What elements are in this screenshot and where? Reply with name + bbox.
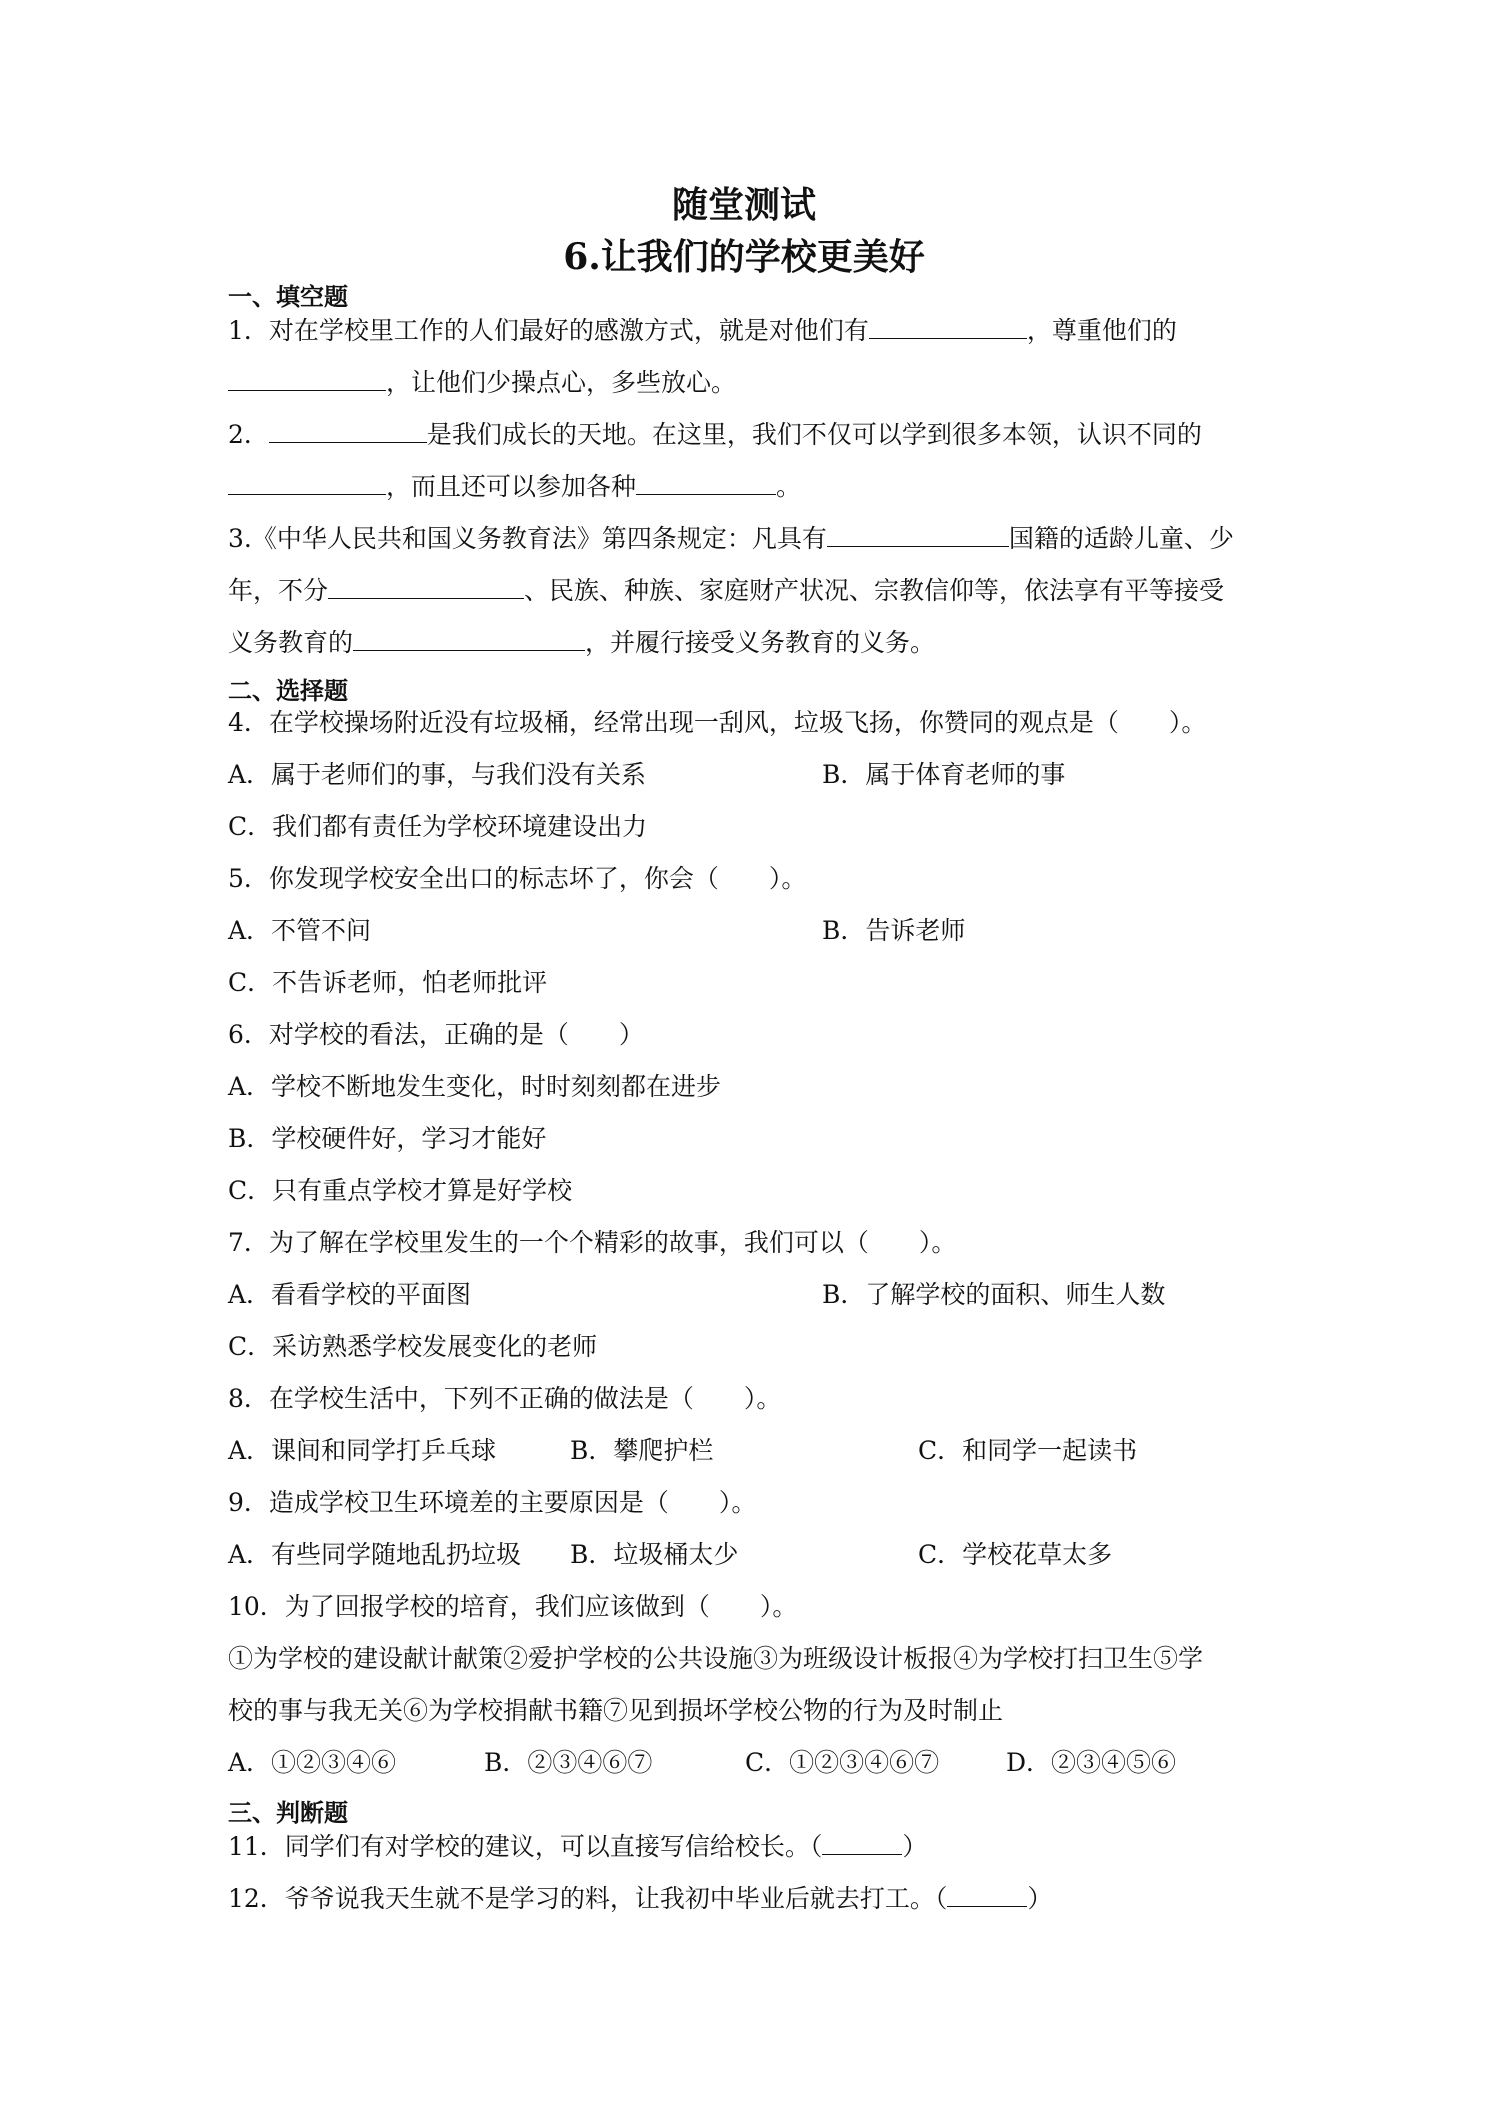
q10-option-b[interactable]: B．②③④⑥⑦ [484, 1748, 653, 1777]
q12-line [228, 1878, 1052, 1917]
q2-blank-3[interactable] [636, 466, 776, 495]
q5-option-b[interactable]: B．告诉老师 [822, 916, 966, 945]
q5-option-a[interactable]: A．不管不问 [228, 916, 372, 945]
q8-option-b[interactable]: B．攀爬护栏 [570, 1436, 714, 1465]
q9-option-a[interactable]: A．有些同学随地乱扔垃圾 [228, 1540, 522, 1569]
q5-option-c[interactable]: C．不告诉老师，怕老师批评 [228, 968, 548, 997]
q3-text-b: 国籍的适龄儿童、少 [1008, 524, 1234, 553]
q7-option-a[interactable]: A．看看学校的平面图 [228, 1280, 472, 1309]
q5-stem: 5．你发现学校安全出口的标志坏了，你会（ ）。 [228, 864, 807, 893]
q3-line2 [228, 570, 1224, 609]
q1-text-a: 1．对在学校里工作的人们最好的感激方式，就是对他们有 [228, 316, 869, 345]
q2-text-c: ，而且还可以参加各种 [386, 472, 637, 501]
q1-blank-1[interactable] [869, 310, 1027, 339]
q11-text: 11．同学们有对学校的建议，可以直接写信给校长。（ [228, 1832, 823, 1861]
section-judge-heading: 三、判断题 [228, 1798, 348, 1827]
q4-option-c[interactable]: C．我们都有责任为学校环境建设出力 [228, 812, 648, 841]
q9-stem: 9．造成学校卫生环境差的主要原因是（ ）。 [228, 1488, 757, 1517]
q2-text-a: 2． [228, 420, 269, 449]
q9-option-b[interactable]: B．垃圾桶太少 [570, 1540, 739, 1569]
q3-blank-3[interactable] [353, 622, 585, 651]
q3-line3 [228, 622, 935, 661]
q2-line1 [228, 414, 1202, 453]
q4-stem: 4．在学校操场附近没有垃圾桶，经常出现一刮风，垃圾飞扬，你赞同的观点是（ ）。 [228, 708, 1207, 737]
q10-items-line2: 校的事与我无关⑥为学校捐献书籍⑦见到损坏学校公物的行为及时制止 [228, 1696, 1004, 1725]
q3-text-e: 义务教育的 [228, 628, 354, 657]
q8-stem: 8．在学校生活中，下列不正确的做法是（ ）。 [228, 1384, 782, 1413]
q4-option-b[interactable]: B．属于体育老师的事 [822, 760, 1066, 789]
q7-option-b[interactable]: B．了解学校的面积、师生人数 [822, 1280, 1166, 1309]
q2-blank-2[interactable] [228, 466, 386, 495]
q1-text-b: ，尊重他们的 [1026, 316, 1177, 345]
q2-text-d: 。 [776, 472, 802, 501]
q3-text-d: 、民族、种族、家庭财产状况、宗教信仰等，依法享有平等接受 [524, 576, 1225, 605]
q4-option-a[interactable]: A．属于老师们的事，与我们没有关系 [228, 760, 647, 789]
q10-option-c[interactable]: C．①②③④⑥⑦ [745, 1748, 940, 1777]
q3-text-c: 年，不分 [228, 576, 329, 605]
q7-option-c[interactable]: C．采访熟悉学校发展变化的老师 [228, 1332, 598, 1361]
q10-items-line1: ①为学校的建设献计献策②爱护学校的公共设施③为班级设计板报④为学校打扫卫生⑤学 [228, 1644, 1204, 1673]
q6-option-a[interactable]: A．学校不断地发生变化，时时刻刻都在进步 [228, 1072, 722, 1101]
q1-text-c: ，让他们少操点心，多些放心。 [386, 368, 737, 397]
q3-text-a: 3.《中华人民共和国义务教育法》第四条规定：凡具有 [228, 524, 827, 553]
q11-line [228, 1826, 927, 1865]
q6-option-c[interactable]: C．只有重点学校才算是好学校 [228, 1176, 573, 1205]
q1-line1 [228, 310, 1177, 349]
q11-close: ） [902, 1832, 928, 1861]
q10-option-a[interactable]: A．①②③④⑥ [228, 1748, 397, 1777]
q6-option-b[interactable]: B．学校硬件好，学习才能好 [228, 1124, 547, 1153]
q12-close: ） [1027, 1884, 1053, 1913]
section-fill-heading: 一、填空题 [228, 282, 348, 311]
section-choice-heading: 二、选择题 [228, 676, 348, 705]
q6-stem: 6．对学校的看法，正确的是（ ） [228, 1020, 644, 1049]
q12-blank[interactable] [947, 1878, 1027, 1907]
q1-line2 [228, 362, 736, 401]
q3-blank-1[interactable] [827, 518, 1009, 547]
q2-blank-1[interactable] [269, 414, 427, 443]
page-subtitle: 6.让我们的学校更美好 [563, 236, 925, 278]
q12-text: 12．爷爷说我天生就不是学习的料，让我初中毕业后就去打工。（ [228, 1884, 948, 1913]
page-title: 随堂测试 [671, 184, 816, 226]
q7-stem: 7．为了解在学校里发生的一个个精彩的故事，我们可以（ ）。 [228, 1228, 957, 1257]
q8-option-c[interactable]: C．和同学一起读书 [918, 1436, 1138, 1465]
q3-text-f: ，并履行接受义务教育的义务。 [585, 628, 936, 657]
q8-option-a[interactable]: A．课间和同学打乒乓球 [228, 1436, 497, 1465]
q10-stem: 10．为了回报学校的培育，我们应该做到（ ）。 [228, 1592, 798, 1621]
q3-line1 [228, 518, 1234, 557]
q11-blank[interactable] [822, 1826, 902, 1855]
q1-blank-2[interactable] [228, 362, 386, 391]
q9-option-c[interactable]: C．学校花草太多 [918, 1540, 1113, 1569]
q2-text-b: 是我们成长的天地。在这里，我们不仅可以学到很多本领，认识不同的 [426, 420, 1202, 449]
q10-option-d[interactable]: D．②③④⑤⑥ [1006, 1748, 1177, 1777]
q3-blank-2[interactable] [328, 570, 524, 599]
q2-line2 [228, 466, 801, 505]
